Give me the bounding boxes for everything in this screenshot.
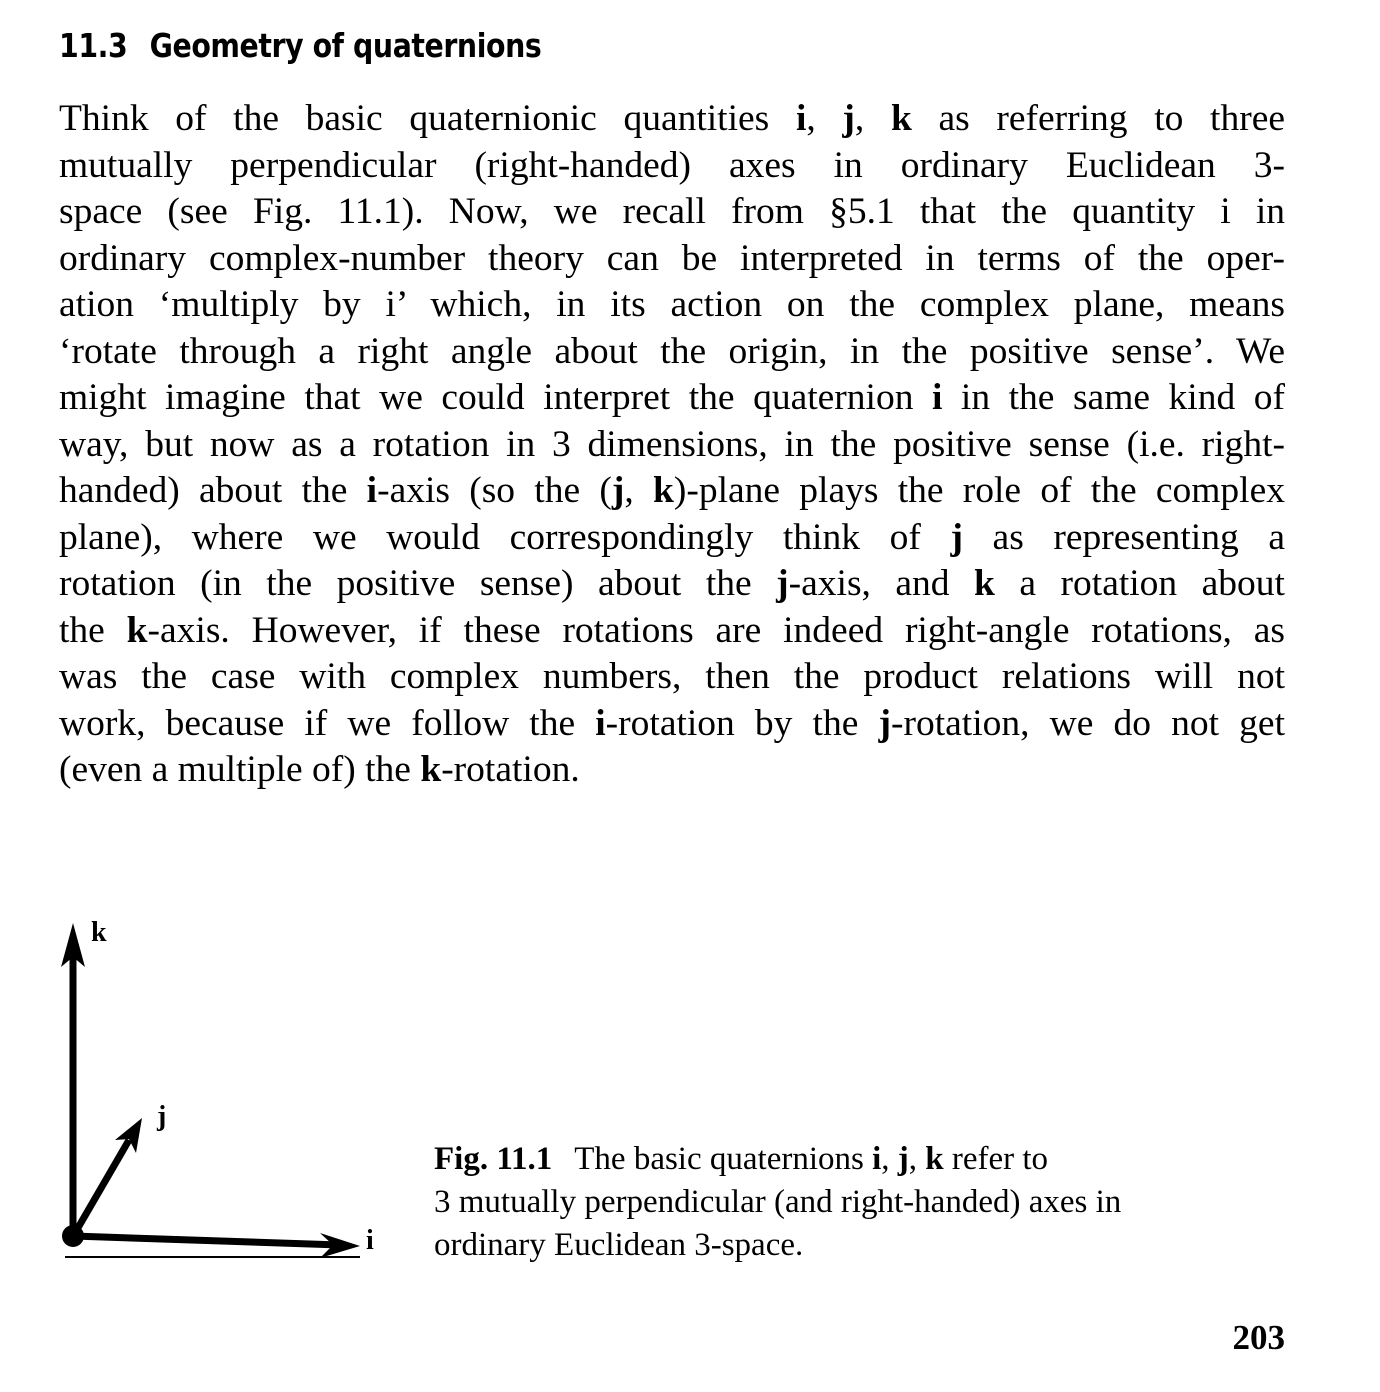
- section-title: Geometry of quaternions: [149, 26, 542, 65]
- section-number: 11.3: [59, 26, 128, 65]
- caption-line-2: 3 mutually perpendicular (and right-handed) axes in: [434, 1184, 1122, 1220]
- text-run: mutually perpendicular (right-handed) axes in ordinary Euclidean 3-: [59, 144, 1285, 186]
- section-heading: [59, 26, 541, 65]
- body-line: [59, 422, 1285, 469]
- text-run: as representing a: [962, 516, 1285, 558]
- text-run: space (see Fig. 11.1). Now, we recall from §5.1 that the quantity i in: [59, 191, 1285, 232]
- body-line: [59, 329, 1285, 376]
- axes-svg: [55, 915, 395, 1265]
- text-run: -rotation.: [441, 749, 580, 790]
- text-run: was the case with complex numbers, then the product relations will not: [59, 656, 1285, 697]
- body-line: [59, 236, 1285, 283]
- text-run: work, because if we follow the: [59, 702, 596, 744]
- body-line: [59, 468, 1285, 515]
- text-run: might imagine that we could interpret the quaternion: [59, 377, 932, 418]
- text-run: )-plane plays the role of the complex: [673, 470, 1285, 511]
- bold-symbol: k: [653, 470, 674, 511]
- figure-axes-diagram: [55, 915, 395, 1265]
- j-axis-label: j: [157, 1101, 167, 1132]
- text-run: (even a multiple of) the: [59, 749, 421, 790]
- body-line: [59, 654, 1285, 701]
- text-run: rotation (in the positive sense) about the: [59, 563, 777, 604]
- text-run: ,: [854, 98, 891, 139]
- bold-symbol: i: [795, 98, 807, 139]
- body-line: [59, 96, 1285, 143]
- bold-symbol: j: [950, 516, 963, 558]
- text-run: handed) about the: [59, 470, 367, 511]
- body-line: [59, 561, 1285, 608]
- bold-symbol: i: [595, 702, 606, 744]
- text-run: the: [59, 609, 127, 651]
- text-run: -axis, and: [788, 563, 975, 604]
- text-run: as referring to three: [911, 98, 1285, 139]
- text-run: Think of the basic quaternionic quantities: [59, 98, 796, 139]
- body-line: [59, 189, 1285, 236]
- caption-sep: ,: [908, 1141, 926, 1177]
- bold-symbol: j: [776, 563, 789, 604]
- text-run: a rotation about: [994, 563, 1285, 604]
- body-line: [59, 747, 1285, 794]
- text-run: ‘rotate through a right angle about the origin, in the positive sense’. We: [59, 330, 1285, 372]
- caption-bold-k: k: [925, 1141, 944, 1177]
- text-run: -rotation, we do not get: [891, 702, 1285, 744]
- text-run: ordinary complex-number theory can be interpreted in terms of the oper-: [59, 237, 1285, 279]
- body-line: [59, 282, 1285, 329]
- text-run: ation ‘multiply by i’ which, in its action on the complex plane, means: [59, 284, 1285, 325]
- origin-dot: [62, 1225, 84, 1247]
- bold-symbol: k: [890, 98, 912, 139]
- page-number: 203: [1232, 1318, 1285, 1357]
- body-line: [59, 608, 1285, 655]
- text-run: ,: [624, 470, 653, 511]
- caption-figure-label: Fig. 11.1: [434, 1141, 553, 1177]
- caption-line-1: [434, 1138, 1254, 1181]
- bold-symbol: k: [420, 749, 442, 790]
- j-axis-line: [75, 1140, 129, 1233]
- bold-symbol: j: [842, 98, 855, 139]
- bold-symbol: i: [366, 470, 378, 511]
- i-axis-label: i: [366, 1225, 374, 1256]
- bold-symbol: k: [126, 609, 148, 651]
- text-run: way, but now as a rotation in 3 dimensions, in the positive sense (i.e. right-: [59, 423, 1285, 465]
- text-run: ,: [806, 98, 843, 139]
- text-run: in the same kind of: [942, 377, 1285, 418]
- i-axis-line: [73, 1236, 340, 1245]
- body-line: [59, 515, 1285, 562]
- k-axis-label: k: [91, 917, 107, 948]
- caption-bold-i: i: [872, 1141, 882, 1177]
- caption-bold-j: j: [897, 1141, 909, 1177]
- caption-text: The basic quaternions: [574, 1141, 873, 1177]
- body-line: [59, 375, 1285, 422]
- bold-symbol: i: [931, 377, 943, 418]
- caption-text: refer to: [943, 1141, 1049, 1177]
- text-run: -axis (so the (: [377, 470, 612, 511]
- body-line: [59, 701, 1285, 748]
- caption-sep: ,: [881, 1141, 898, 1177]
- body-line: [59, 143, 1285, 190]
- text-run: plane), where we would correspondingly think of: [59, 516, 951, 558]
- bold-symbol: j: [878, 702, 892, 744]
- bold-symbol: k: [974, 563, 995, 604]
- figure-caption: [434, 1138, 1254, 1267]
- body-paragraph: [59, 96, 1285, 794]
- text-run: -rotation by the: [605, 702, 879, 744]
- caption-line-3: ordinary Euclidean 3-space.: [434, 1227, 804, 1263]
- bold-symbol: j: [611, 470, 625, 511]
- text-run: -axis. However, if these rotations are indeed right-angle rotations, as: [147, 609, 1285, 651]
